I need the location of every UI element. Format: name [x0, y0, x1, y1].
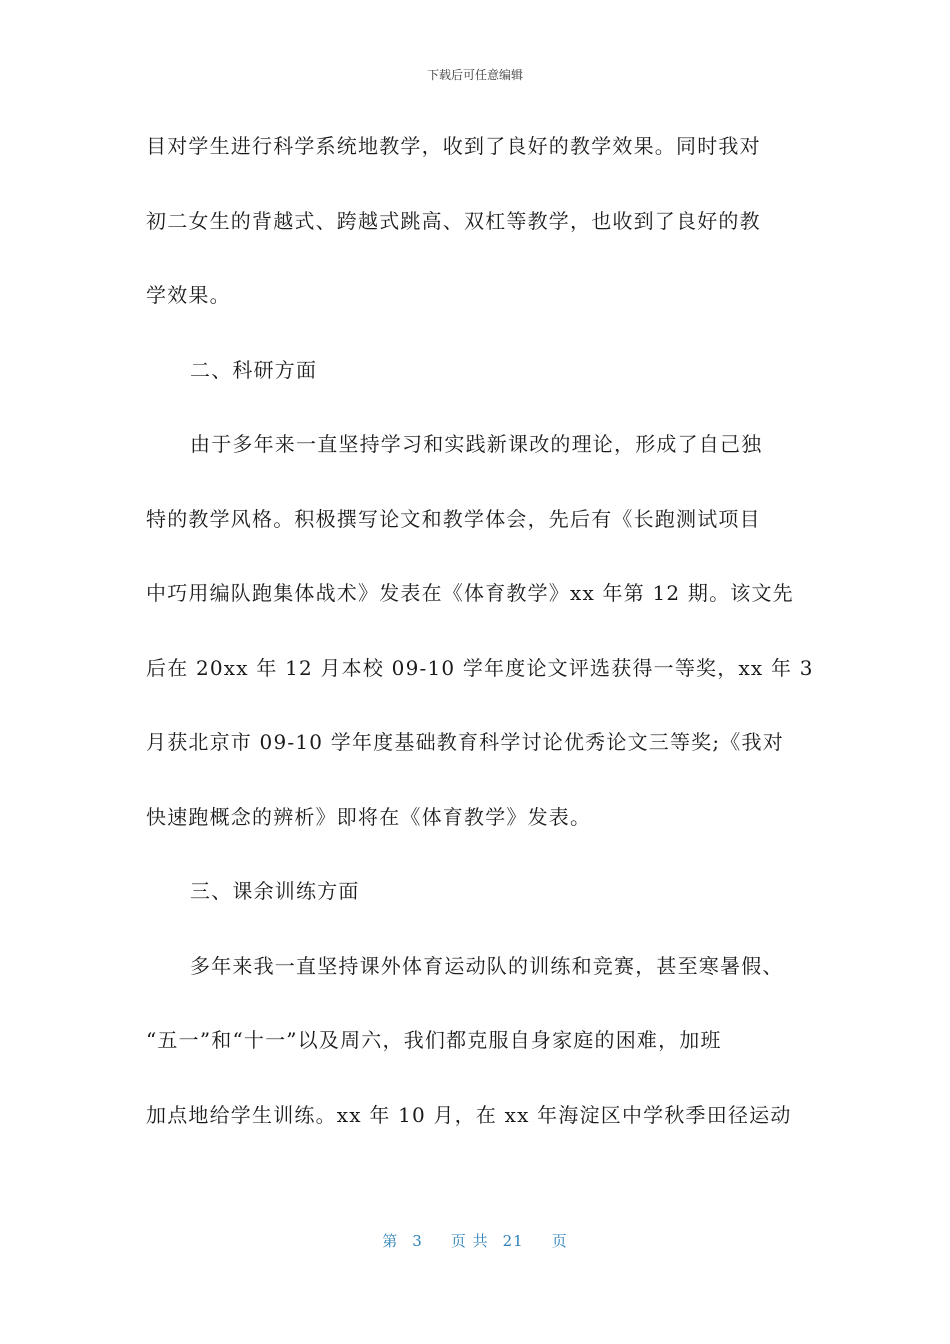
section-heading-research: 二、科研方面 [190, 357, 318, 382]
text-line-7: 中巧用编队跑集体战术》发表在《体育教学》xx 年第 12 期。该文先 [146, 581, 794, 605]
text-line-1: 目对学生进行科学系统地教学，收到了良好的教学效果。同时我对 [146, 134, 761, 158]
total-page-count: 21 [502, 1232, 524, 1250]
current-page-number: 3 [412, 1232, 423, 1250]
text-line-14: 加点地给学生训练。xx 年 10 月，在 xx 年海淀区中学秋季田径运动 [146, 1102, 792, 1127]
text-line-12: 多年来我一直坚持课外体育运动队的训练和竞赛，甚至寒暑假、 [190, 953, 784, 978]
page-footer [0, 1230, 950, 1251]
text-line-10: 快速跑概念的辨析》即将在《体育教学》发表。 [146, 804, 592, 829]
text-line-9: 月获北京市 09-10 学年度基础教育科学讨论优秀论文三等奖;《我对 [146, 730, 784, 754]
text-line-3: 学效果。 [146, 283, 231, 307]
text-line-6: 特的教学风格。积极撰写论文和教学体会，先后有《长跑测试项目 [146, 506, 761, 531]
text-line-5: 由于多年来一直坚持学习和实践新课改的理论，形成了自己独 [190, 432, 763, 456]
footer-suffix: 页 [551, 1232, 568, 1250]
page-header: 下载后可任意编辑 [426, 68, 523, 82]
document-body [146, 126, 814, 1169]
section-heading-training: 三、课余训练方面 [190, 879, 360, 903]
text-line-2: 初二女生的背越式、跨越式跳高、双杠等教学，也收到了良好的教 [146, 208, 761, 233]
text-line-8: 后在 20xx 年 12 月本校 09-10 学年度论文评选获得一等奖，xx 年 3 [146, 655, 814, 680]
footer-middle: 页 共 [450, 1232, 489, 1250]
footer-prefix: 第 [382, 1232, 399, 1250]
text-line-13: “五一”和“十一”以及周六，我们都克服自身家庭的困难，加班 [146, 1028, 722, 1052]
